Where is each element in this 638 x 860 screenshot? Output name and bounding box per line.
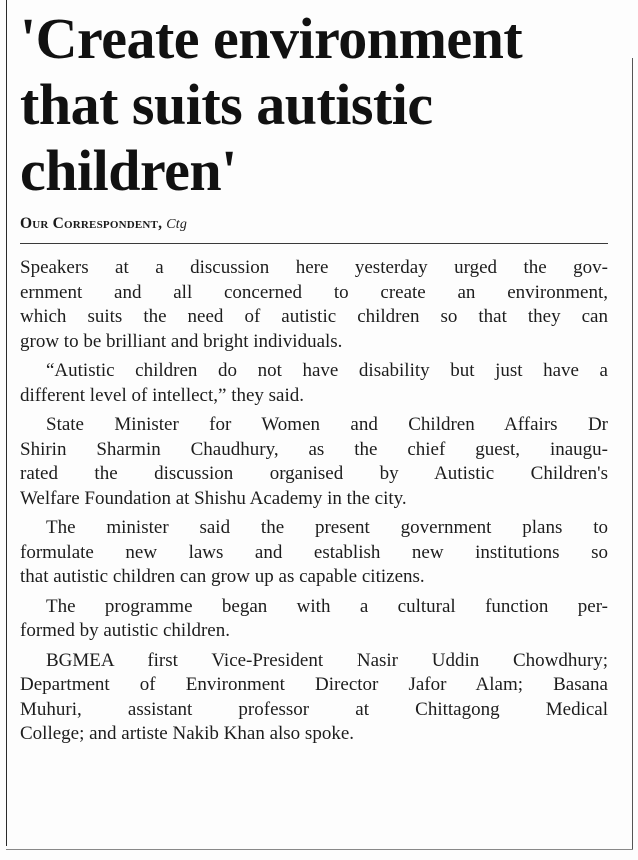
text-line: that autistic children can grow up as capable citizens.	[20, 566, 425, 587]
paragraph	[20, 359, 608, 408]
byline-place: Ctg	[166, 217, 188, 232]
headline	[20, 0, 608, 204]
text-line: rated the discussion organised by Autistic Children's	[20, 463, 608, 484]
text-line: Shirin Sharmin Chaudhury, as the chief guest, inaugu-	[20, 438, 608, 460]
text-line: formulate new laws and establish new institutions so	[20, 541, 608, 563]
text-line: “Autistic children do not have disability but just have a	[46, 360, 608, 381]
headline-line: that suits autistic	[20, 72, 433, 137]
text-line: The minister said the present government plans to	[46, 517, 608, 538]
text-line: different level of intellect,” they said.	[20, 384, 305, 406]
headline-line: children'	[20, 138, 237, 203]
bottom-rule	[6, 849, 633, 850]
text-line: BGMEA first Vice-President Nasir Uddin Chowdhury;	[46, 649, 608, 671]
text-line: grow to be brilliant and bright individuals.	[20, 330, 343, 352]
text-line: Speakers at a discussion here yesterday urged the gov-	[20, 257, 608, 278]
text-line: Welfare Foundation at Shishu Academy in the city.	[20, 487, 407, 509]
paragraph	[20, 595, 608, 644]
paragraph	[20, 649, 608, 747]
left-column-rule	[6, 0, 7, 846]
paragraph	[20, 516, 608, 590]
paragraph	[20, 256, 608, 354]
text-line: The programme began with a cultural function per-	[46, 595, 608, 617]
byline-author: Our Correspondent,	[20, 215, 163, 232]
text-line: formed by autistic children.	[20, 620, 230, 641]
article	[20, 0, 608, 752]
byline	[20, 214, 608, 235]
text-line: Muhuri, assistant professor at Chittagong Medical	[20, 698, 608, 720]
headline-line: 'Create environment	[20, 6, 523, 71]
text-line: which suits the need of autistic children so that they can	[20, 306, 608, 327]
article-body	[20, 256, 608, 747]
byline-divider	[20, 243, 608, 244]
paragraph	[20, 413, 608, 511]
text-line: ernment and all concerned to create an environment,	[20, 281, 608, 303]
text-line: Department of Environment Director Jafor Alam; Basana	[20, 674, 608, 695]
text-line: College; and artiste Nakib Khan also spoke.	[20, 723, 355, 744]
text-line: State Minister for Women and Children Affairs Dr	[46, 414, 608, 435]
right-column-rule	[632, 58, 633, 850]
